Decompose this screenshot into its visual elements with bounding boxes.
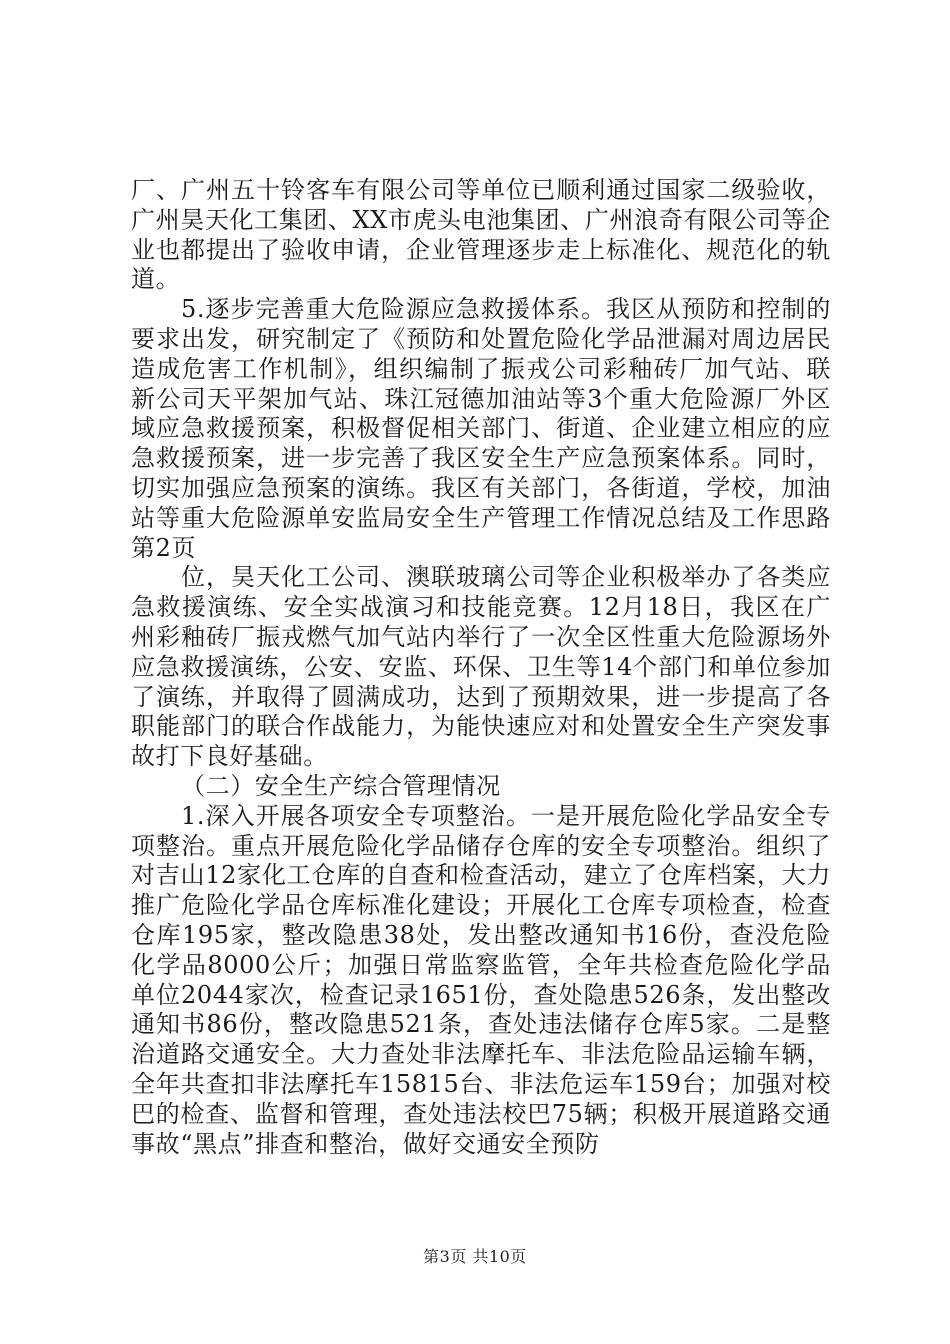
- page-footer: 第3页 共10页: [423, 1247, 527, 1266]
- section-heading: （二）安全生产综合管理情况: [181, 771, 501, 800]
- paragraph-3: 位，昊天化工公司、澳联玻璃公司等企业积极举办了各类应急救援演练、安全实战演习和技能竞赛。12月18日，我区在广州彩釉砖厂振戎燃气加气站内举行了一次全区性重大危险源场外应急救援演练，公安、安监、环保、卫生等14个部门和单位参加了演练，并取得了圆满成功，达到了预期效果，进一步提高了各职能部门的联合作战能力，为能快速应对和处置安全生产突发事故打下良好基础。: [131, 563, 831, 771]
- paragraph-5: 1.深入开展各项安全专项整治。一是开展危险化学品安全专项整治。重点开展危险化学品储存仓库的安全专项整治。组织了对吉山12家化工仓库的自查和检查活动，建立了仓库档案，大力推广危险化学品仓库标准化建设；开展化工仓库专项检查，检查仓库195家，整改隐患38处，发出整改通知书16份，查没危险化学品8000公斤；加强日常监察监管，全年共检查危险化学品单位2044家次，检查记录1651份，查处隐患526条，发出整改通知书86份，整改隐患521条，查处违法储存仓库5家。二是整治道路交通安全。大力查处非法摩托车、非法危险品运输车辆，全年共查扣非法摩托车15815台、非法危运车159台；加强对校巴的检查、监督和管理，查处违法校巴75辆；积极开展道路交通事故“黑点”排查和整治，做好交通安全预防: [131, 801, 831, 1158]
- paragraph-1: 厂、广州五十铃客车有限公司等单位已顺利通过国家二级验收，广州昊天化工集团、XX市虎头电池集团、广州浪奇有限公司等企业也都提出了验收申请，企业管理逐步走上标准化、规范化的轨道。: [131, 176, 831, 294]
- paragraph-2: 5.逐步完善重大危险源应急救援体系。我区从预防和控制的要求出发，研究制定了《预防和处置危险化学品泄漏对周边居民造成危害工作机制》，组织编制了振戎公司彩釉砖厂加气站、联新公司天平架加气站、珠江冠德加油站等3个重大危险源厂外区域应急救援预案，积极督促相关部门、街道、企业建立相应的应急救援预案，进一步完善了我区安全生产应急预案体系。同时，切实加强应急预案的演练。我区有关部门，各街道，学校，加油站等重大危险源单安监局安全生产管理工作情况总结及工作思路第2页: [131, 295, 831, 562]
- document-body: [131, 176, 831, 1159]
